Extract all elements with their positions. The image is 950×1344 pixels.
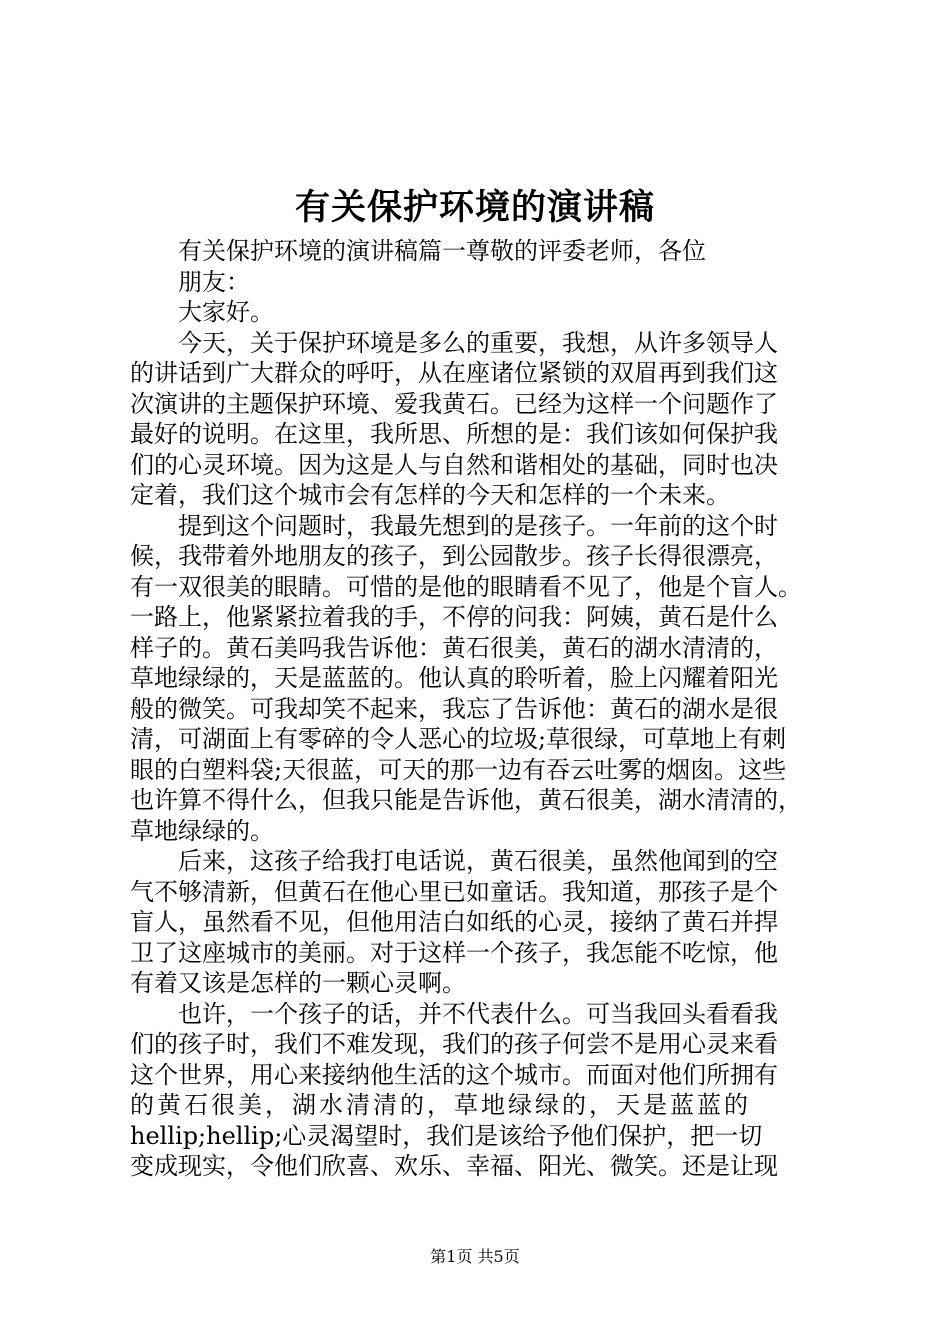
- paragraph-line: 变成现实，令他们欣喜、欢乐、幸福、阳光、微笑。还是让现: [130, 1152, 778, 1180]
- paragraph-line: 一路上，他紧紧拉着我的手，不停的问我：阿姨，黄石是什么: [130, 603, 778, 631]
- paragraph-line: 最好的说明。在这里，我所思、所想的是：我们该如何保护我: [130, 420, 778, 448]
- paragraph-line: 草地绿绿的，天是蓝蓝的。他认真的聆听着，脸上闪耀着阳光: [130, 664, 778, 692]
- paragraph-line: 今天，关于保护环境是多么的重要，我想，从许多领导人: [178, 328, 778, 357]
- paragraph-line: 卫了这座城市的美丽。对于这样一个孩子，我怎能不吃惊，他: [130, 938, 778, 967]
- paragraph-line: 大家好。: [178, 298, 274, 326]
- document-body: [130, 236, 830, 1182]
- paragraph-line: 的讲话到广大群众的呼吁，从在座诸位紧锁的双眉再到我们这: [130, 359, 778, 387]
- paragraph-line: 盲人，虽然看不见，但他用洁白如纸的心灵，接纳了黄石并捍: [130, 908, 778, 936]
- paragraph-line: 定着，我们这个城市会有怎样的今天和怎样的一个未来。: [130, 481, 730, 509]
- paragraph-line: 也许，一个孩子的话，并不代表什么。可当我回头看看我: [178, 999, 778, 1028]
- paragraph-line: 般的微笑。可我却笑不起来，我忘了告诉他：黄石的湖水是很: [130, 694, 778, 723]
- paragraph-line: 眼的白塑料袋;天很蓝，可天的那一边有吞云吐雾的烟囱。这些: [130, 755, 787, 784]
- paragraph-line: 朋友：: [178, 267, 250, 296]
- paragraph-line: 提到这个问题时，我最先想到的是孩子。一年前的这个时: [178, 511, 778, 540]
- paragraph-line: 样子的。黄石美吗我告诉他：黄石很美，黄石的湖水清清的，: [130, 633, 778, 662]
- paragraph-line: 后来，这孩子给我打电话说，黄石很美，虽然他闻到的空: [178, 847, 778, 875]
- paragraph-line: 也许算不得什么，但我只能是告诉他，黄石很美，湖水清清的，: [130, 786, 802, 814]
- paragraph-line: 清，可湖面上有零碎的令人恶心的垃圾;草很绿，可草地上有刺: [130, 725, 787, 753]
- paragraph-line: 有着又该是怎样的一颗心灵啊。: [130, 969, 466, 997]
- paragraph-line: 草地绿绿的。: [130, 816, 274, 845]
- paragraph-line: 气不够清新，但黄石在他心里已如童话。我知道，那孩子是个: [130, 877, 778, 906]
- paragraph-line: 有一双很美的眼睛。可惜的是他的眼睛看不见了，他是个盲人。: [130, 572, 802, 601]
- paragraph-line: 们的心灵环境。因为这是人与自然和谐相处的基础，同时也决: [130, 450, 778, 479]
- paragraph-line: hellip;hellip;心灵渴望时，我们是该给予他们保护，把一切: [130, 1121, 763, 1150]
- paragraph-line: 们的孩子时，我们不难发现，我们的孩子何尝不是用心灵来看: [130, 1030, 778, 1058]
- paragraph-line: 次演讲的主题保护环境、爱我黄石。已经为这样一个问题作了: [130, 389, 778, 418]
- document-title: 有关保护环境的演讲稿: [294, 187, 655, 228]
- paragraph-line: 这个世界，用心来接纳他生活的这个城市。而面对他们所拥有: [130, 1060, 778, 1089]
- page-footer: 第1页 共5页: [430, 1247, 520, 1266]
- paragraph-line: 的黄石很美，湖水清清的，草地绿绿的，天是蓝蓝的: [130, 1091, 751, 1119]
- paragraph-line: 有关保护环境的演讲稿篇一尊敬的评委老师，各位: [178, 237, 706, 265]
- paragraph-line: 候，我带着外地朋友的孩子，到公园散步。孩子长得很漂亮，: [130, 542, 778, 570]
